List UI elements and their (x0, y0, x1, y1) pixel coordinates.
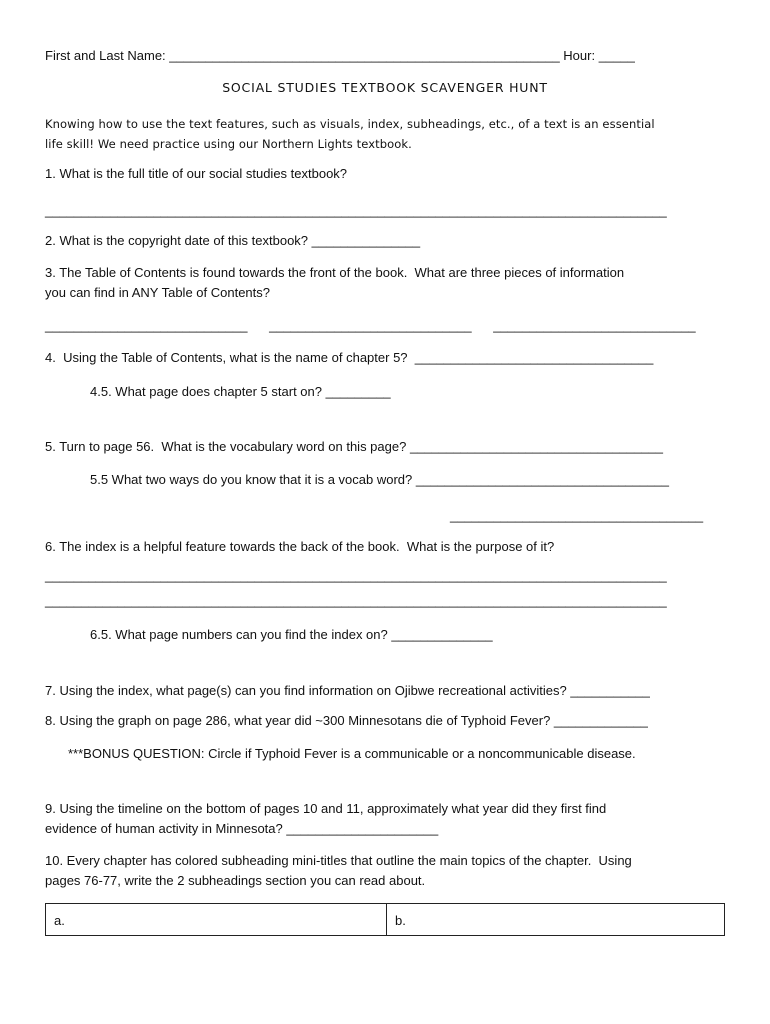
question-3-blanks: ____________________________ ____________________________ ____________________________ (45, 318, 696, 333)
answer-cell-a-label: a. (54, 913, 65, 928)
question-7: 7. Using the index, what page(s) can you find information on Ojibwe recreational activities? ___________ (45, 683, 650, 698)
question-1: 1. What is the full title of our social studies textbook? (45, 166, 348, 181)
answer-cell-a[interactable] (46, 904, 387, 935)
question-2: 2. What is the copyright date of this textbook? _______________ (45, 233, 421, 248)
question-10-line-1: 10. Every chapter has colored subheading mini-titles that outline the main topics of the chapter. Using (45, 853, 632, 868)
name-hour-line: First and Last Name: ______________________________________________________ Hour: _____ (45, 48, 635, 63)
question-1-blank: ______________________________________________________________________________________ (45, 203, 667, 218)
intro-line-1: Knowing how to use the text features, such as visuals, index, subheadings, etc., of a text is an essential (45, 117, 655, 131)
question-3-line-2: you can find in ANY Table of Contents? (45, 285, 271, 300)
question-5-5: 5.5 What two ways do you know that it is a vocab word? ___________________________________ (90, 472, 669, 487)
question-9-line-2: evidence of human activity in Minnesota? _____________________ (45, 821, 439, 836)
answer-cell-b[interactable] (387, 904, 724, 935)
question-5: 5. Turn to page 56. What is the vocabulary word on this page? ___________________________________ (45, 439, 663, 454)
page-title: SOCIAL STUDIES TEXTBOOK SCAVENGER HUNT (222, 80, 548, 95)
question-6-5: 6.5. What page numbers can you find the index on? ______________ (90, 627, 493, 642)
question-6-blank-2: ______________________________________________________________________________________ (45, 593, 667, 608)
question-6-blank-1: ______________________________________________________________________________________ (45, 568, 667, 583)
question-10-line-2: pages 76-77, write the 2 subheadings section you can read about. (45, 873, 426, 888)
bonus-question: ***BONUS QUESTION: Circle if Typhoid Fever is a communicable or a noncommunicable disease. (68, 746, 636, 761)
subheadings-answer-table (45, 903, 725, 936)
question-4-5: 4.5. What page does chapter 5 start on? _________ (90, 384, 391, 399)
question-8: 8. Using the graph on page 286, what year did ~300 Minnesotans die of Typhoid Fever? _____________ (45, 713, 648, 728)
intro-paragraph (45, 114, 730, 154)
answer-cell-b-label: b. (395, 913, 406, 928)
intro-line-2: life skill! We need practice using our Northern Lights textbook. (45, 137, 412, 151)
question-4: 4. Using the Table of Contents, what is the name of chapter 5? _________________________________ (45, 350, 654, 365)
question-9-line-1: 9. Using the timeline on the bottom of pages 10 and 11, approximately what year did they first find (45, 801, 607, 816)
question-3-line-1: 3. The Table of Contents is found towards the front of the book. What are three pieces of information (45, 265, 625, 280)
question-6: 6. The index is a helpful feature towards the back of the book. What is the purpose of it? (45, 539, 555, 554)
question-5-5-blank: ___________________________________ (450, 508, 704, 523)
